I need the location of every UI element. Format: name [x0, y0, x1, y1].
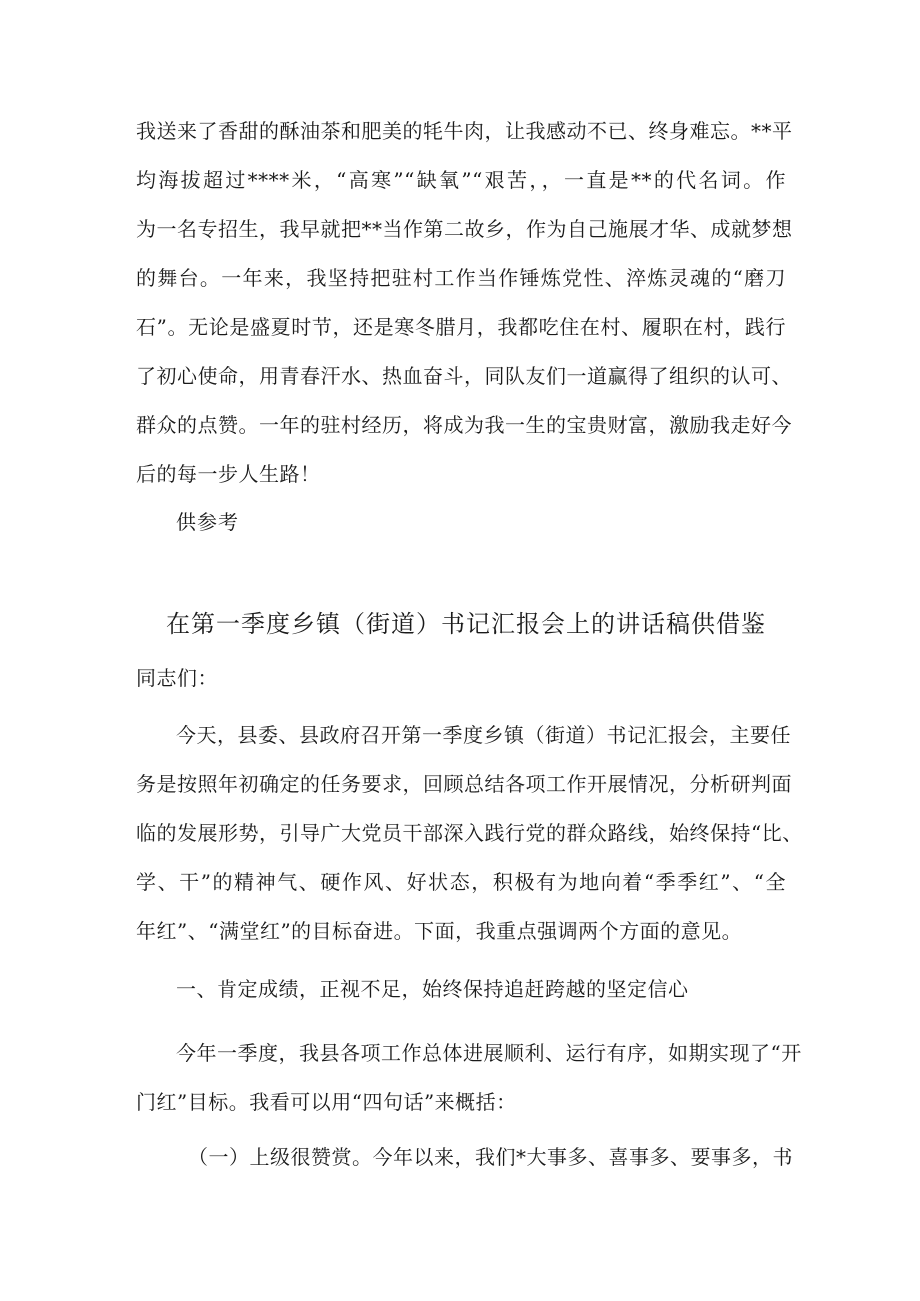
reference-note: 供参考	[176, 510, 239, 534]
paragraph-line: 为一名专招生，我早就把**当作第二故乡，作为自己施展才华、成就梦想	[136, 217, 793, 241]
paragraph-line: 临的发展形势，引导广大党员干部深入践行党的群众路线，始终保持“比、	[136, 821, 803, 845]
paragraph-line: 了初心使命，用青春汗水、热血奋斗，同队友们一道赢得了组织的认可、	[136, 364, 792, 388]
subsection-line: （一）上级很赞赏。今年以来，我们*大事多、喜事多、要事多，书	[188, 1145, 793, 1169]
paragraph-line: 我送来了香甜的酥油茶和肥美的牦牛肉，让我感动不已、终身难忘。**平	[136, 119, 793, 143]
salutation: 同志们：	[136, 666, 218, 690]
paragraph-line: 务是按照年初确定的任务要求，回顾总结各项工作开展情况，分析研判面	[136, 772, 792, 796]
paragraph-line: 群众的点赞。一年的驻村经历，将成为我一生的宝贵财富，激励我走好今	[136, 413, 792, 437]
paragraph-line: 均海拔超过****米，“高寒”“缺氧”“艰苦，，一直是**的代名词。作	[136, 168, 786, 192]
paragraph-line: 后的每一步人生路！	[136, 462, 321, 486]
paragraph-line: 的舞台。一年来，我坚持把驻村工作当作锤炼党性、淬炼灵魂的“磨刀	[136, 266, 786, 290]
paragraph-line: 今年一季度，我县各项工作总体进展顺利、运行有序，如期实现了“开	[176, 1041, 802, 1065]
paragraph-line: 年红”、“满堂红”的目标奋进。下面，我重点强调两个方面的意见。	[136, 919, 743, 943]
paragraph-line: 今天，县委、县政府召开第一季度乡镇（街道）书记汇报会，主要任	[176, 723, 791, 747]
speech-title: 在第一季度乡镇（街道）书记汇报会上的讲话稿供借鉴	[166, 610, 766, 638]
paragraph-line: 石”。无论是盛夏时节，还是寒冬腊月，我都吃住在村、履职在村，践行	[136, 315, 786, 339]
paragraph-line: 门红”目标。我看可以用“四句话”来概括：	[136, 1090, 517, 1114]
paragraph-line: 学、干”的精神气、硬作风、好状态，积极有为地向着“季季红”、“全	[136, 870, 786, 894]
section-heading: 一、肯定成绩，正视不足，始终保持追赶跨越的坚定信心	[176, 977, 689, 1001]
